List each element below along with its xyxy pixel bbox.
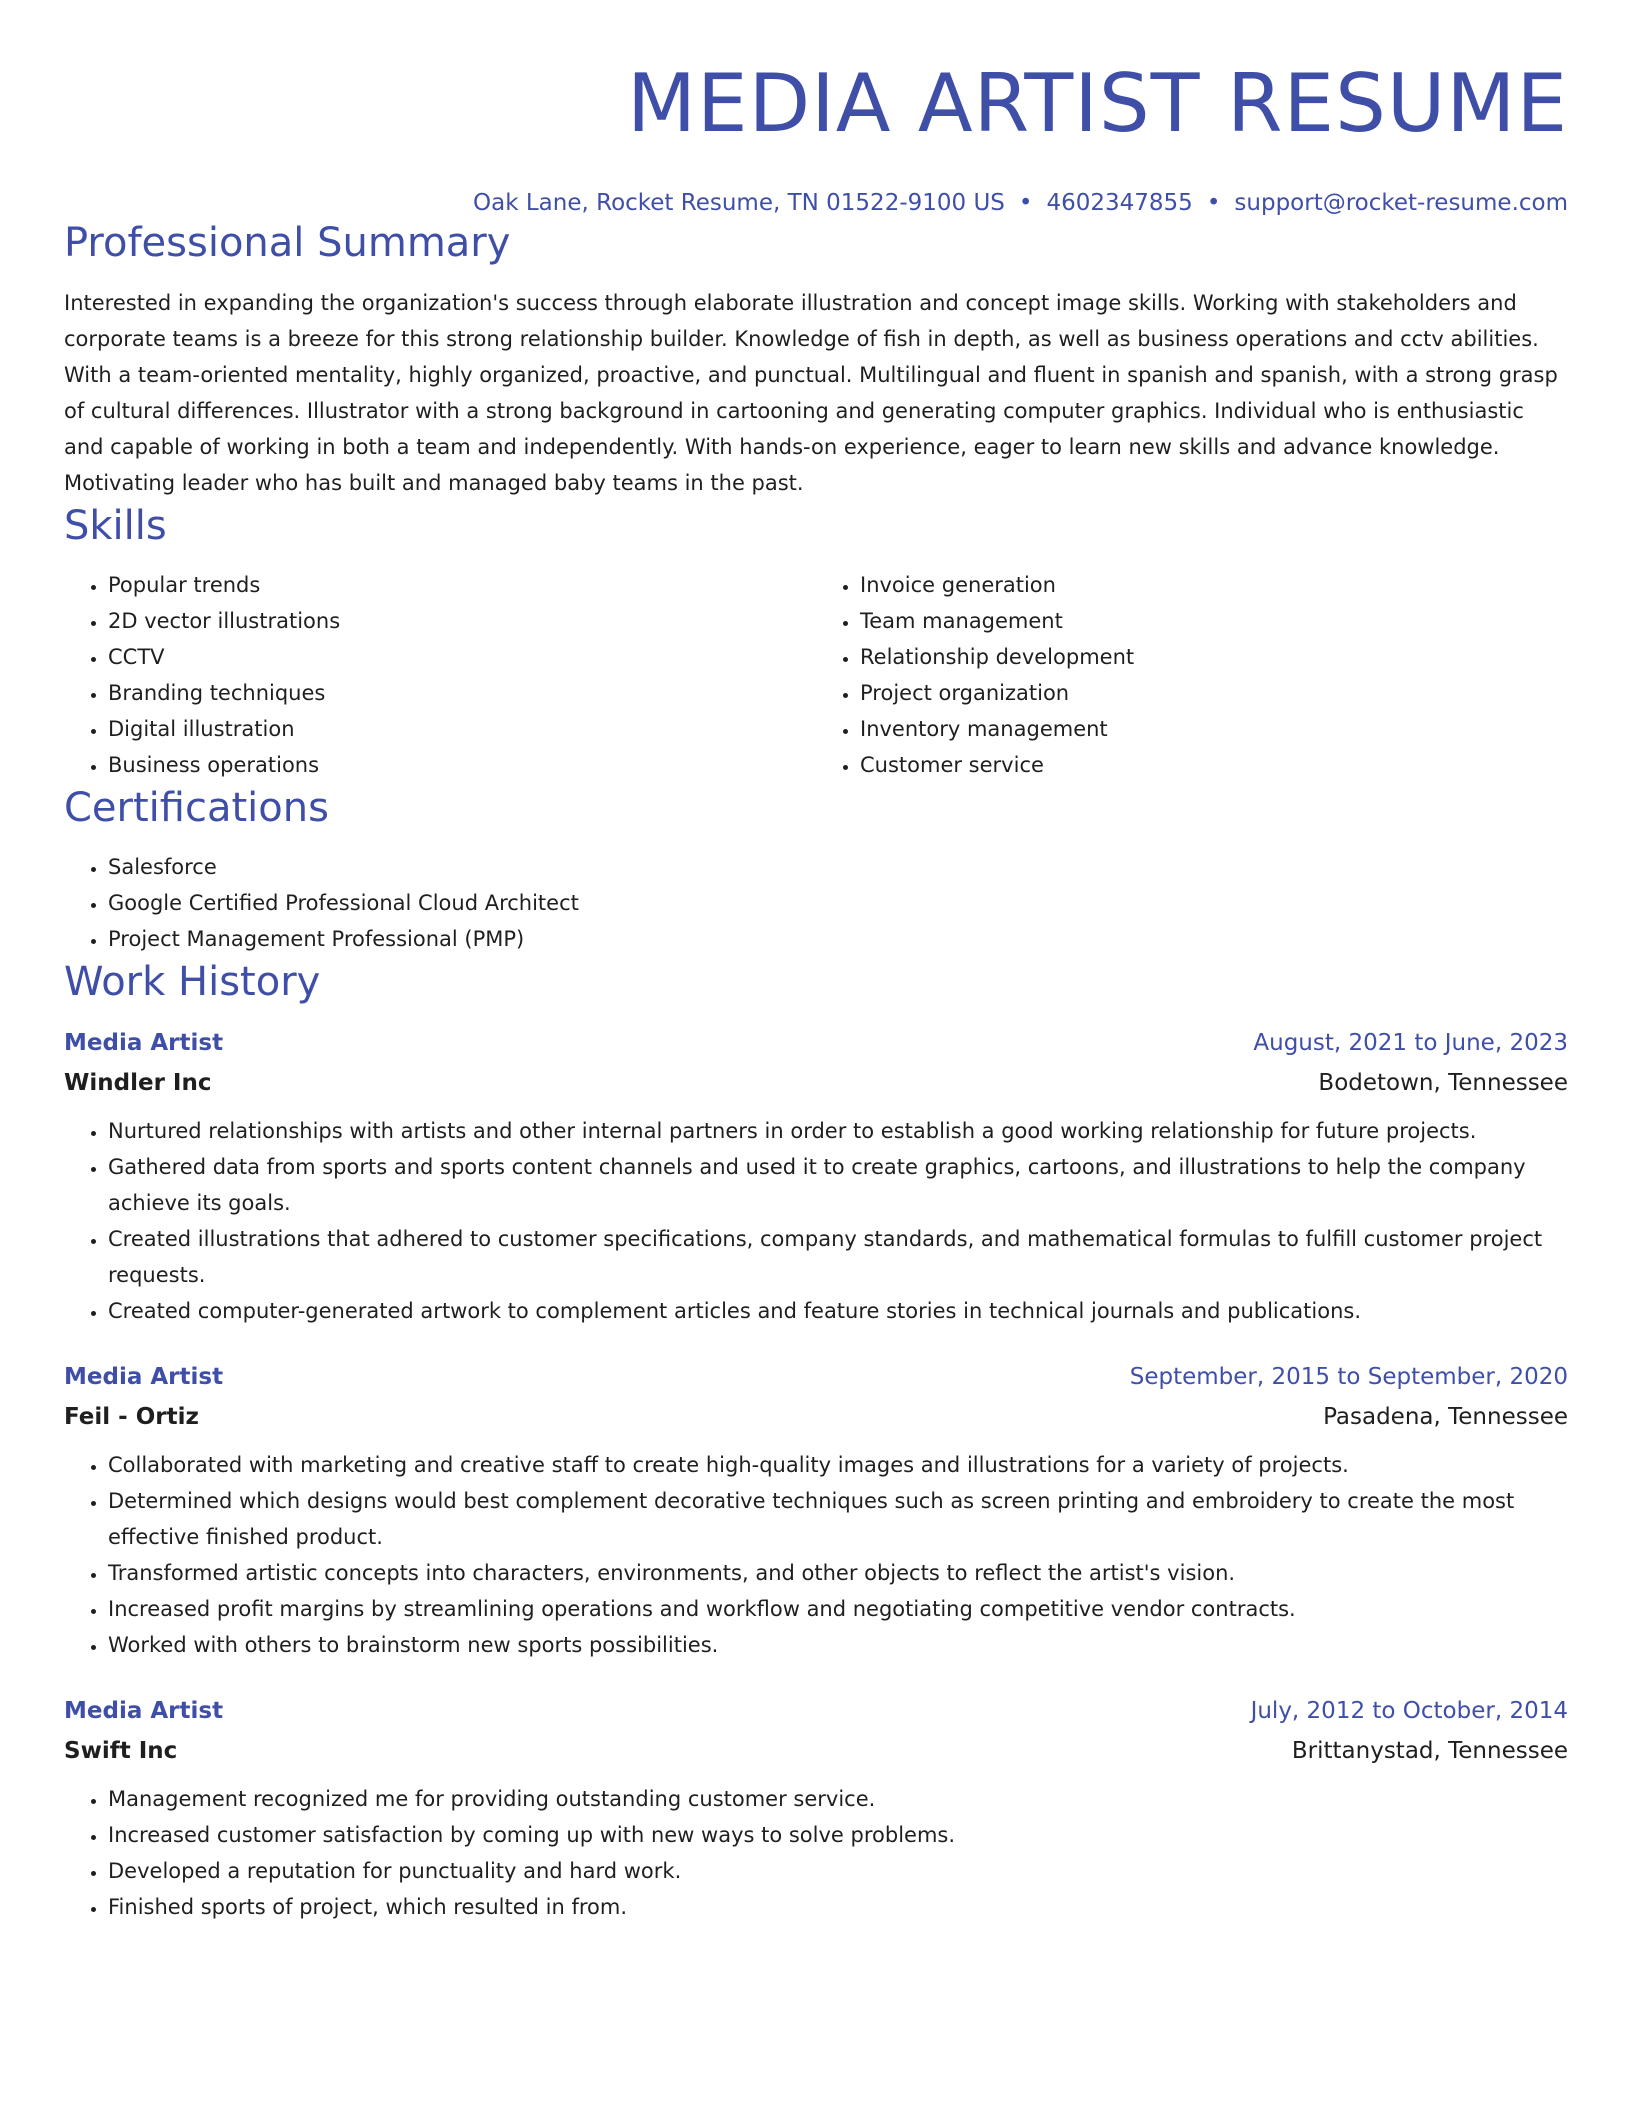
job-bullet: • Created illustrations that adhered to customer specifications, company standards, and mathematical formulas to fulfill customer project requests. (108, 1221, 1568, 1293)
contact-separator: • (1206, 190, 1221, 216)
resume-title: MEDIA ARTIST RESUME (627, 57, 1568, 150)
job-location: Pasadena, Tennessee (1323, 1404, 1568, 1430)
job-dates: August, 2021 to June, 2023 (1253, 1030, 1568, 1056)
certification-item: • Salesforce (108, 849, 1568, 885)
certifications-list (64, 849, 1568, 957)
skills-grid (64, 567, 1568, 783)
job-company-row (64, 1063, 1568, 1103)
job-bullet: • Gathered data from sports and sports content channels and used it to create graphics, cartoons, and illustrations to help the company achieve its goals. (108, 1149, 1568, 1221)
summary-text: Interested in expanding the organization's success through elaborate illustration and concept image skills. Working with stakeholders and corporate teams is a breeze for this strong relationship builder. Knowledge of fish in depth, as well as business operations and cctv abilities. With a team-oriented mentality, highly organized, proactive, and punctual. Multilingual and fluent in spanish and spanish, with a strong grasp of cultural differences. Illustrator with a strong background in cartooning and generating computer graphics. Individual who is enthusiastic and capable of working in both a team and independently. With hands-on experience, eager to learn new skills and advance knowledge. Motivating leader who has built and managed baby teams in the past. (64, 291, 1558, 495)
job-entry (64, 1023, 1568, 1329)
skill-item: • Project organization (860, 675, 1568, 711)
skill-item: • Business operations (108, 747, 816, 783)
skill-item: • 2D vector illustrations (108, 603, 816, 639)
job-company: Windler Inc (64, 1070, 212, 1096)
job-bullet: • Nurtured relationships with artists and other internal partners in order to establish a good working relationship for future projects. (108, 1113, 1568, 1149)
skill-item: • Digital illustration (108, 711, 816, 747)
job-bullet: • Created computer-generated artwork to complement articles and feature stories in technical journals and publications. (108, 1293, 1568, 1329)
skill-item: • Invoice generation (860, 567, 1568, 603)
job-location: Bodetown, Tennessee (1318, 1070, 1568, 1096)
skill-item: • Relationship development (860, 639, 1568, 675)
skills-list-right (816, 567, 1568, 783)
skills-column-right (816, 567, 1568, 783)
job-location: Brittanystad, Tennessee (1291, 1738, 1568, 1764)
skill-item: • CCTV (108, 639, 816, 675)
job-entry (64, 1357, 1568, 1663)
job-dates: September, 2015 to September, 2020 (1129, 1364, 1568, 1390)
job-title: Media Artist (64, 1364, 224, 1390)
job-company-row (64, 1731, 1568, 1771)
job-bullets (64, 1781, 1568, 1925)
job-header-row (64, 1691, 1568, 1731)
certification-item: • Project Management Professional (PMP) (108, 921, 1568, 957)
skill-item: • Popular trends (108, 567, 816, 603)
contact-address: Oak Lane, Rocket Resume, TN 01522-9100 US (473, 190, 1005, 216)
skills-list-left (64, 567, 816, 783)
job-bullet: • Determined which designs would best complement decorative techniques such as screen printing and embroidery to create the most effective finished product. (108, 1483, 1568, 1555)
job-bullet: • Management recognized me for providing outstanding customer service. (108, 1781, 1568, 1817)
skills-heading: Skills (64, 503, 167, 549)
certification-item: • Google Certified Professional Cloud Architect (108, 885, 1568, 921)
skills-column-left (64, 567, 816, 783)
job-company: Feil - Ortiz (64, 1404, 199, 1430)
contact-phone: 4602347855 (1046, 190, 1193, 216)
job-title: Media Artist (64, 1698, 224, 1724)
job-bullet: • Collaborated with marketing and creative staff to create high-quality images and illustrations for a variety of projects. (108, 1447, 1568, 1483)
job-bullet: • Worked with others to brainstorm new sports possibilities. (108, 1627, 1568, 1663)
job-company-row (64, 1397, 1568, 1437)
job-title: Media Artist (64, 1030, 224, 1056)
summary-heading: Professional Summary (64, 220, 511, 266)
job-bullet: • Finished sports of project, which resulted in from. (108, 1889, 1568, 1925)
job-bullet: • Transformed artistic concepts into characters, environments, and other objects to reflect the artist's vision. (108, 1555, 1568, 1591)
skill-item: • Inventory management (860, 711, 1568, 747)
contact-separator: • (1018, 190, 1033, 216)
job-entry (64, 1691, 1568, 1925)
job-header-row (64, 1023, 1568, 1063)
skill-item: • Branding techniques (108, 675, 816, 711)
job-bullets (64, 1113, 1568, 1329)
skill-item: • Customer service (860, 747, 1568, 783)
job-dates: July, 2012 to October, 2014 (1250, 1698, 1568, 1724)
job-bullet: • Increased customer satisfaction by coming up with new ways to solve problems. (108, 1817, 1568, 1853)
job-bullet: • Developed a reputation for punctuality and hard work. (108, 1853, 1568, 1889)
contact-email: support@rocket-resume.com (1234, 190, 1568, 216)
job-bullets (64, 1447, 1568, 1663)
skill-item: • Team management (860, 603, 1568, 639)
certifications-heading: Certifications (64, 785, 329, 831)
job-header-row (64, 1357, 1568, 1397)
contact-line (64, 188, 1568, 218)
job-bullet: • Increased profit margins by streamlining operations and workflow and negotiating competitive vendor contracts. (108, 1591, 1568, 1627)
job-company: Swift Inc (64, 1738, 178, 1764)
work-history-heading: Work History (64, 959, 321, 1005)
